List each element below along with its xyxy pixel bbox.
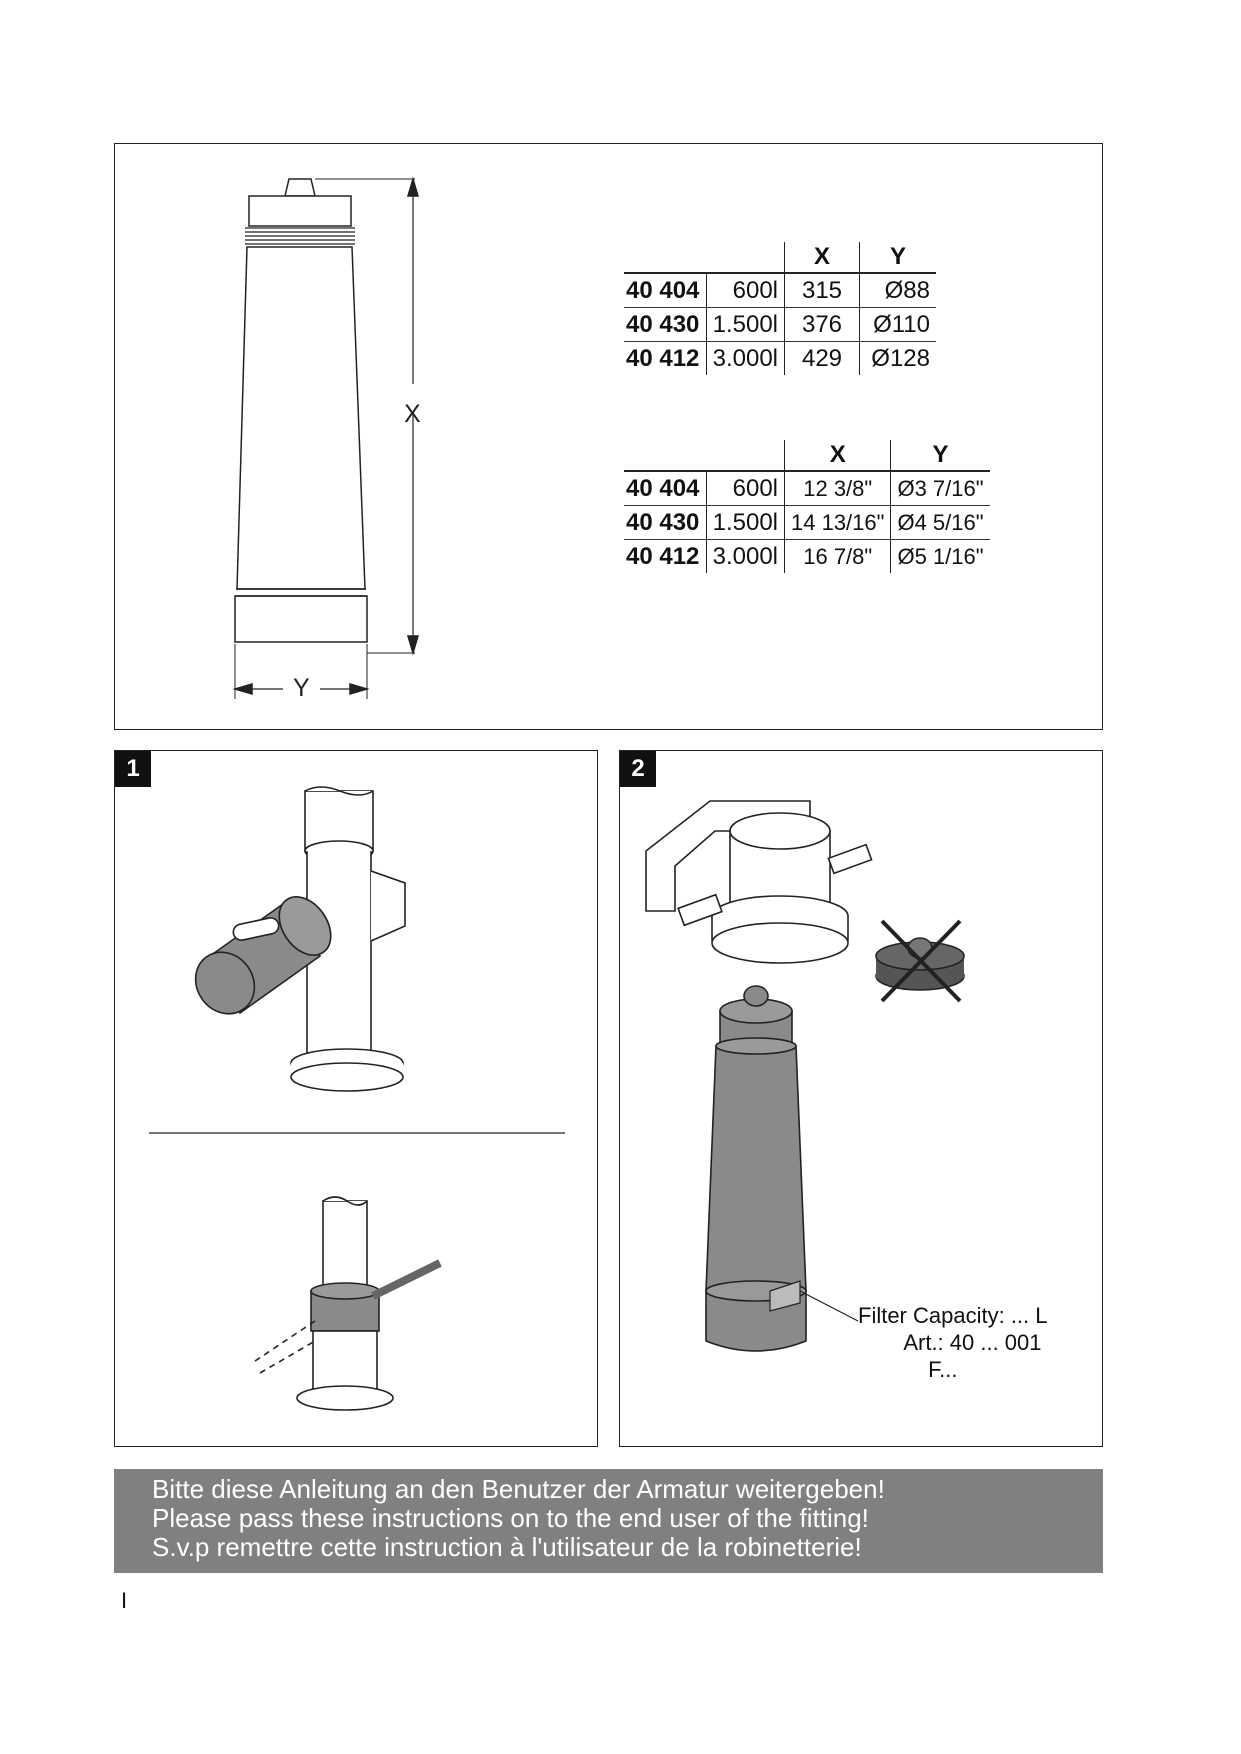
column-header-x: X xyxy=(785,242,860,273)
notice-english: Please pass these instructions on to the end user of the fitting! xyxy=(152,1503,869,1533)
imperial-dimension-table xyxy=(624,440,990,573)
filter-label-text xyxy=(858,1302,1048,1383)
dimension-y-label: Y xyxy=(293,674,310,702)
table-row xyxy=(624,342,936,376)
dimension-x-value: 429 xyxy=(785,342,860,376)
article-code: 40 430 xyxy=(624,308,706,342)
dimension-y-value: Ø128 xyxy=(860,342,937,376)
filter-capacity: 600l xyxy=(706,471,785,506)
step-1-panel xyxy=(114,750,598,1447)
metric-dimension-table xyxy=(624,242,936,375)
step-number-badge: 2 xyxy=(620,751,656,787)
column-header-y: Y xyxy=(860,242,937,273)
filter-capacity: 1.500l xyxy=(706,308,785,342)
filter-capacity: 3.000l xyxy=(706,342,785,376)
filter-capacity: 3.000l xyxy=(706,540,785,574)
article-code: 40 404 xyxy=(624,471,706,506)
table-row xyxy=(624,308,936,342)
faucet-illustration xyxy=(115,751,599,1448)
filter-capacity: 600l xyxy=(706,273,785,308)
column-header-y: Y xyxy=(891,440,990,471)
filter-capacity-label: Filter Capacity: ... L xyxy=(858,1303,1048,1328)
filter-cartridge-dimension-drawing xyxy=(115,144,1104,731)
notice-french: S.v.p remettre cette instruction à l'utilisateur de la robinetterie! xyxy=(152,1532,862,1562)
dimension-x-value: 376 xyxy=(785,308,860,342)
filter-article-label: Art.: 40 ... 001 xyxy=(903,1330,1042,1355)
article-code: 40 412 xyxy=(624,540,706,574)
dimension-x-value: 14 13/16" xyxy=(785,506,891,540)
table-row xyxy=(624,540,990,574)
notice-german: Bitte diese Anleitung an den Benutzer der Armatur weitergeben! xyxy=(152,1474,885,1504)
dimensions-panel xyxy=(114,143,1103,730)
step-number-badge: 1 xyxy=(115,751,151,787)
filter-f-code-label: F... xyxy=(928,1357,958,1382)
column-header-x: X xyxy=(785,440,891,471)
filter-capacity: 1.500l xyxy=(706,506,785,540)
handover-notice-banner xyxy=(114,1469,1103,1573)
article-code: 40 430 xyxy=(624,506,706,540)
dimension-x-label: X xyxy=(404,400,421,428)
table-row xyxy=(624,273,936,308)
dimension-x-value: 16 7/8" xyxy=(785,540,891,574)
table-row xyxy=(624,471,990,506)
dimension-y-value: Ø88 xyxy=(860,273,937,308)
article-code: 40 412 xyxy=(624,342,706,376)
dimension-x-value: 12 3/8" xyxy=(785,471,891,506)
page-number: I xyxy=(121,1588,128,1613)
dimension-y-value: Ø110 xyxy=(860,308,937,342)
dimension-y-value: Ø5 1/16" xyxy=(891,540,990,574)
dimension-y-value: Ø3 7/16" xyxy=(891,471,990,506)
article-code: 40 404 xyxy=(624,273,706,308)
table-row xyxy=(624,506,990,540)
dimension-x-value: 315 xyxy=(785,273,860,308)
dimension-y-value: Ø4 5/16" xyxy=(891,506,990,540)
